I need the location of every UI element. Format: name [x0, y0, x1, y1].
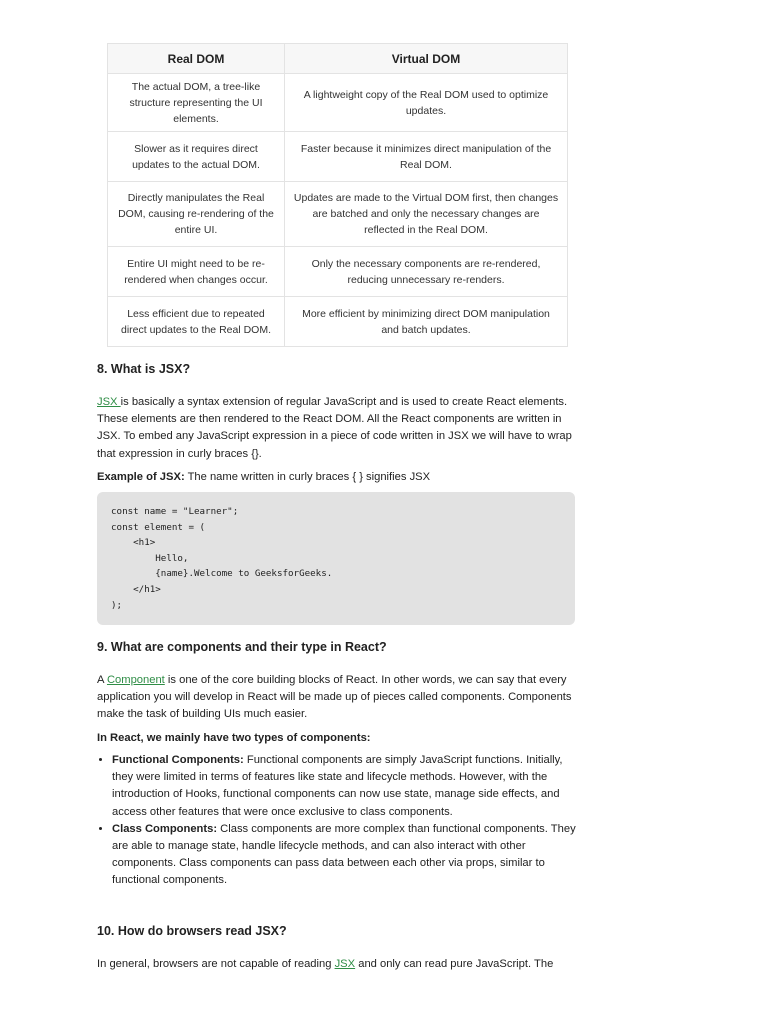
- jsx-link[interactable]: JSX: [97, 396, 121, 408]
- list-item: [112, 752, 582, 821]
- section-8-heading: 8. What is JSX?: [97, 362, 191, 376]
- list-item: [112, 821, 582, 890]
- section-8-text: is basically a syntax extension of regular JavaScript and is used to create React elements. These elements are then rendered to the React DOM. All the React components are written in JSX. To embed any JavaScript expression in a piece of code written in JSX we will have to wrap that expression in curly braces {}.: [97, 396, 572, 460]
- section-9-text: is one of the core building blocks of React. In other words, we can say that every application you will develop in React will be made up of pieces called components. Components make the task of building UIs much easier.: [97, 674, 572, 721]
- section-9-heading: 9. What are components and their type in React?: [97, 640, 387, 654]
- component-types-intro-text: In React, we mainly have two types of components:: [97, 732, 371, 744]
- table-row: [108, 247, 568, 297]
- component-link[interactable]: Component: [106, 674, 165, 686]
- section-9-paragraph: [97, 672, 577, 724]
- code-line: const name = "Learner";: [111, 506, 239, 517]
- code-line: <h1>: [111, 537, 156, 549]
- example-label: Example of JSX:: [97, 471, 185, 483]
- table-cell: Directly manipulates the Real DOM, causing re-rendering of the entire UI.: [108, 182, 285, 247]
- real-vs-virtual-dom-table: [107, 43, 568, 347]
- table-cell: Entire UI might need to be re-rendered when changes occur.: [108, 247, 285, 297]
- jsx-example-intro: [97, 469, 577, 486]
- table-cell: The actual DOM, a tree-like structure representing the UI elements.: [108, 74, 285, 132]
- section-9-prefix: A: [97, 674, 107, 686]
- bullet-label: Class Components:: [112, 822, 218, 835]
- section-8-paragraph: [97, 394, 577, 463]
- bullet-text: Class components are more complex than functional components. They are able to manage state, handle lifecycle methods, and can also interact with other components. Class components can pass data between each other via props, similar to functional components.: [112, 822, 576, 887]
- table-header-virtual-dom: Virtual DOM: [285, 44, 568, 74]
- table-cell: Less efficient due to repeated direct updates to the Real DOM.: [108, 297, 285, 347]
- table-header-row: [108, 44, 568, 74]
- code-line: {name}.Welcome to GeeksforGeeks.: [111, 568, 333, 580]
- component-types-intro: [97, 730, 577, 747]
- jsx-code-block[interactable]: [97, 492, 575, 625]
- table-cell: Slower as it requires direct updates to the actual DOM.: [108, 132, 285, 182]
- table-row: [108, 74, 568, 132]
- table-cell: Only the necessary components are re-rendered, reducing unnecessary re-renders.: [285, 247, 568, 297]
- component-types-list: [97, 752, 582, 890]
- table-header-real-dom: Real DOM: [108, 44, 285, 74]
- bullet-label: Functional Components:: [112, 754, 244, 766]
- table-cell: Faster because it minimizes direct manipulation of the Real DOM.: [285, 132, 568, 182]
- bullet-text: Functional components are simply JavaScript functions. Initially, they were limited in terms of features like state and lifecycle methods. However, with the introduction of Hooks, functional components can now use state, manage side effects, and access other features that were once exclusive to class components.: [112, 754, 563, 818]
- section-10-heading: 10. How do browsers read JSX?: [97, 924, 287, 938]
- table-row: [108, 132, 568, 182]
- table-row: [108, 182, 568, 247]
- code-line: const element = (: [111, 521, 206, 533]
- example-text: The name written in curly braces { } signifies JSX: [184, 471, 431, 483]
- section-10-text: and only can read pure JavaScript. The: [355, 958, 554, 970]
- table-cell: A lightweight copy of the Real DOM used to optimize updates.: [285, 74, 568, 132]
- section-10-paragraph: [97, 956, 577, 973]
- jsx-link-2[interactable]: JSX: [334, 958, 356, 970]
- code-line: );: [111, 599, 123, 611]
- table-row: [108, 297, 568, 347]
- section-10-prefix: In general, browsers are not capable of reading: [97, 958, 335, 970]
- code-line: </h1>: [111, 583, 161, 595]
- table-cell: Updates are made to the Virtual DOM first, then changes are batched and only the necessary changes are reflected in the Real DOM.: [285, 182, 568, 247]
- code-line: Hello,: [111, 552, 189, 564]
- table-cell: More efficient by minimizing direct DOM manipulation and batch updates.: [285, 297, 568, 347]
